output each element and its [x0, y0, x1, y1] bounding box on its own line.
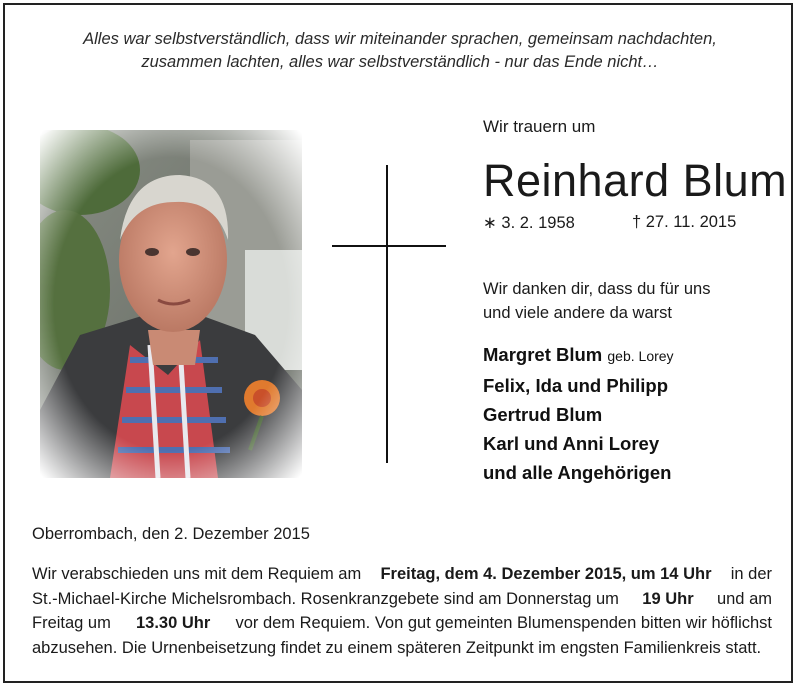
- mourner-1: [483, 340, 674, 371]
- mourners-list: [483, 340, 674, 487]
- place-and-date: Oberrombach, den 2. Dezember 2015: [32, 525, 310, 543]
- cross-horizontal-bar: [332, 245, 446, 247]
- thanks-line-2: und viele andere da warst: [483, 304, 672, 322]
- mourner-1-name: Margret Blum: [483, 344, 603, 365]
- mourner-4: Karl und Anni Lorey: [483, 433, 660, 454]
- intro-text: Wir trauern um: [483, 117, 596, 136]
- deceased-name: Reinhard Blum: [483, 155, 788, 206]
- motto-line-2: zusammen lachten, alles war selbstverständlich - nur das Ende nicht…: [141, 53, 659, 71]
- announcement-line-3: [32, 611, 772, 636]
- line4-text: abzusehen. Die Urnenbeisetzung findet zu einem späteren Zeitpunkt im engsten Familienkreis statt.: [32, 638, 762, 657]
- line2-rosary-time: 19 Uhr: [642, 589, 694, 608]
- funeral-announcement: [32, 562, 772, 660]
- announcement-line-2: [32, 587, 772, 612]
- line1-text-a: Wir verabschieden uns mit dem Requiem am: [32, 565, 362, 583]
- mourner-2: Felix, Ida und Philipp: [483, 375, 669, 396]
- motto-quote: [0, 28, 800, 74]
- death-date: † 27. 11. 2015: [632, 213, 737, 231]
- thanks-text: [483, 277, 710, 325]
- mourner-5: und alle Angehörigen: [483, 462, 672, 483]
- cross-vertical-bar: [386, 165, 388, 463]
- motto-line-1: Alles war selbstverständlich, dass wir miteinander sprachen, gemeinsam nachdachten,: [83, 30, 717, 48]
- birth-date: ∗ 3. 2. 1958: [483, 214, 575, 232]
- thanks-line-1: Wir danken dir, dass du für uns: [483, 280, 711, 298]
- mourner-3: Gertrud Blum: [483, 404, 603, 425]
- line2-text-a: St.-Michael-Kirche Michelsrombach. Rosenkranzgebete sind am Donnerstag um: [32, 589, 619, 608]
- line1-service-date: Freitag, dem 4. Dezember 2015, um 14 Uhr: [380, 565, 712, 583]
- announcement-line-4: [32, 636, 772, 661]
- line3-text-c: vor dem Requiem. Von gut gemeinten Blumenspenden bitten wir höflichst: [235, 614, 772, 632]
- mourner-1-maiden-name: geb. Lorey: [607, 348, 674, 364]
- line1-text-c: in der: [730, 565, 772, 583]
- line3-text-a: Freitag um: [32, 614, 111, 632]
- line2-text-c: und am: [716, 589, 772, 608]
- portrait-photo: [40, 130, 302, 478]
- announcement-line-1: [32, 562, 772, 587]
- line3-friday-time: 13.30 Uhr: [136, 614, 211, 632]
